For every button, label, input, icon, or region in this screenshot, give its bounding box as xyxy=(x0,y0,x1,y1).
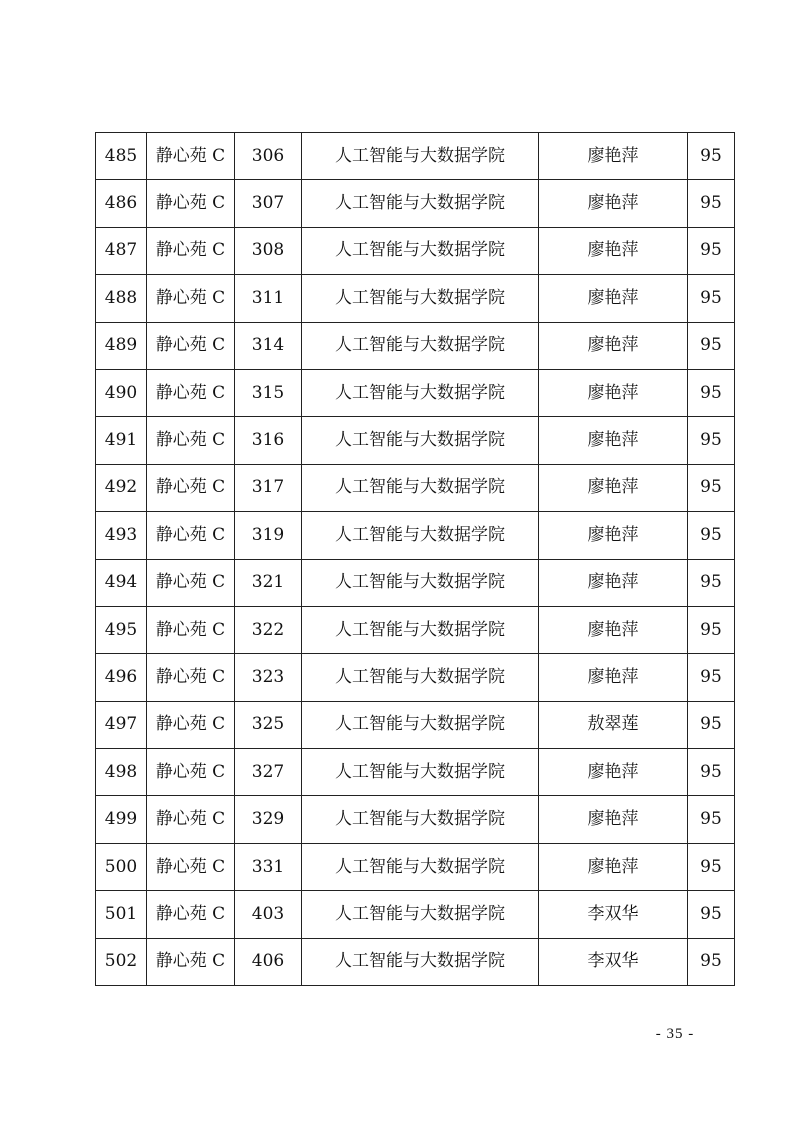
table-row xyxy=(96,464,735,511)
room-cell: 403 xyxy=(235,891,302,938)
score-cell: 95 xyxy=(688,227,735,274)
row-number-cell: 499 xyxy=(96,796,147,843)
building-cell: 静心苑 C xyxy=(147,464,235,511)
building-cell: 静心苑 C xyxy=(147,512,235,559)
person-cell: 廖艳萍 xyxy=(539,512,688,559)
college-cell: 人工智能与大数据学院 xyxy=(302,133,539,180)
row-number-cell: 501 xyxy=(96,891,147,938)
room-cell: 319 xyxy=(235,512,302,559)
building-cell: 静心苑 C xyxy=(147,180,235,227)
row-number-cell: 498 xyxy=(96,749,147,796)
row-number-cell: 492 xyxy=(96,464,147,511)
college-cell: 人工智能与大数据学院 xyxy=(302,417,539,464)
person-cell: 廖艳萍 xyxy=(539,275,688,322)
room-cell: 327 xyxy=(235,749,302,796)
score-cell: 95 xyxy=(688,180,735,227)
table-row xyxy=(96,606,735,653)
room-cell: 317 xyxy=(235,464,302,511)
building-cell: 静心苑 C xyxy=(147,227,235,274)
room-cell: 331 xyxy=(235,843,302,890)
table-row xyxy=(96,796,735,843)
person-cell: 廖艳萍 xyxy=(539,843,688,890)
score-cell: 95 xyxy=(688,275,735,322)
person-cell: 廖艳萍 xyxy=(539,180,688,227)
building-cell: 静心苑 C xyxy=(147,322,235,369)
score-cell: 95 xyxy=(688,464,735,511)
building-cell: 静心苑 C xyxy=(147,796,235,843)
person-cell: 廖艳萍 xyxy=(539,559,688,606)
building-cell: 静心苑 C xyxy=(147,654,235,701)
page-number: - 35 - xyxy=(655,1026,695,1042)
building-cell: 静心苑 C xyxy=(147,701,235,748)
college-cell: 人工智能与大数据学院 xyxy=(302,322,539,369)
person-cell: 李双华 xyxy=(539,938,688,985)
row-number-cell: 489 xyxy=(96,322,147,369)
room-cell: 307 xyxy=(235,180,302,227)
building-cell: 静心苑 C xyxy=(147,606,235,653)
score-cell: 95 xyxy=(688,559,735,606)
building-cell: 静心苑 C xyxy=(147,369,235,416)
row-number-cell: 500 xyxy=(96,843,147,890)
room-cell: 323 xyxy=(235,654,302,701)
score-cell: 95 xyxy=(688,938,735,985)
building-cell: 静心苑 C xyxy=(147,891,235,938)
building-cell: 静心苑 C xyxy=(147,275,235,322)
college-cell: 人工智能与大数据学院 xyxy=(302,275,539,322)
college-cell: 人工智能与大数据学院 xyxy=(302,654,539,701)
table-row xyxy=(96,512,735,559)
score-cell: 95 xyxy=(688,843,735,890)
score-cell: 95 xyxy=(688,369,735,416)
score-cell: 95 xyxy=(688,133,735,180)
table-row xyxy=(96,654,735,701)
room-cell: 314 xyxy=(235,322,302,369)
college-cell: 人工智能与大数据学院 xyxy=(302,227,539,274)
college-cell: 人工智能与大数据学院 xyxy=(302,464,539,511)
table-row xyxy=(96,417,735,464)
person-cell: 廖艳萍 xyxy=(539,322,688,369)
dormitory-score-table xyxy=(95,132,735,986)
table-row xyxy=(96,559,735,606)
person-cell: 廖艳萍 xyxy=(539,227,688,274)
person-cell: 廖艳萍 xyxy=(539,796,688,843)
row-number-cell: 486 xyxy=(96,180,147,227)
college-cell: 人工智能与大数据学院 xyxy=(302,606,539,653)
college-cell: 人工智能与大数据学院 xyxy=(302,843,539,890)
room-cell: 316 xyxy=(235,417,302,464)
person-cell: 李双华 xyxy=(539,891,688,938)
table-row xyxy=(96,843,735,890)
building-cell: 静心苑 C xyxy=(147,559,235,606)
building-cell: 静心苑 C xyxy=(147,133,235,180)
table-row xyxy=(96,749,735,796)
row-number-cell: 496 xyxy=(96,654,147,701)
row-number-cell: 491 xyxy=(96,417,147,464)
row-number-cell: 502 xyxy=(96,938,147,985)
row-number-cell: 497 xyxy=(96,701,147,748)
room-cell: 329 xyxy=(235,796,302,843)
college-cell: 人工智能与大数据学院 xyxy=(302,369,539,416)
college-cell: 人工智能与大数据学院 xyxy=(302,559,539,606)
person-cell: 廖艳萍 xyxy=(539,654,688,701)
room-cell: 322 xyxy=(235,606,302,653)
score-cell: 95 xyxy=(688,322,735,369)
score-cell: 95 xyxy=(688,796,735,843)
row-number-cell: 495 xyxy=(96,606,147,653)
building-cell: 静心苑 C xyxy=(147,749,235,796)
building-cell: 静心苑 C xyxy=(147,417,235,464)
table-row xyxy=(96,322,735,369)
row-number-cell: 485 xyxy=(96,133,147,180)
room-cell: 306 xyxy=(235,133,302,180)
person-cell: 廖艳萍 xyxy=(539,133,688,180)
college-cell: 人工智能与大数据学院 xyxy=(302,512,539,559)
row-number-cell: 494 xyxy=(96,559,147,606)
score-cell: 95 xyxy=(688,701,735,748)
row-number-cell: 490 xyxy=(96,369,147,416)
person-cell: 廖艳萍 xyxy=(539,606,688,653)
room-cell: 321 xyxy=(235,559,302,606)
table-row xyxy=(96,938,735,985)
college-cell: 人工智能与大数据学院 xyxy=(302,938,539,985)
row-number-cell: 493 xyxy=(96,512,147,559)
building-cell: 静心苑 C xyxy=(147,938,235,985)
table-body xyxy=(96,133,735,986)
row-number-cell: 487 xyxy=(96,227,147,274)
table-row xyxy=(96,180,735,227)
table-row xyxy=(96,369,735,416)
college-cell: 人工智能与大数据学院 xyxy=(302,891,539,938)
college-cell: 人工智能与大数据学院 xyxy=(302,749,539,796)
person-cell: 廖艳萍 xyxy=(539,749,688,796)
person-cell: 廖艳萍 xyxy=(539,417,688,464)
table-row xyxy=(96,701,735,748)
table-row xyxy=(96,227,735,274)
score-cell: 95 xyxy=(688,891,735,938)
person-cell: 廖艳萍 xyxy=(539,369,688,416)
room-cell: 315 xyxy=(235,369,302,416)
score-cell: 95 xyxy=(688,749,735,796)
table-row xyxy=(96,891,735,938)
college-cell: 人工智能与大数据学院 xyxy=(302,701,539,748)
room-cell: 308 xyxy=(235,227,302,274)
table-row xyxy=(96,275,735,322)
score-cell: 95 xyxy=(688,606,735,653)
score-cell: 95 xyxy=(688,417,735,464)
room-cell: 325 xyxy=(235,701,302,748)
college-cell: 人工智能与大数据学院 xyxy=(302,180,539,227)
row-number-cell: 488 xyxy=(96,275,147,322)
person-cell: 廖艳萍 xyxy=(539,464,688,511)
college-cell: 人工智能与大数据学院 xyxy=(302,796,539,843)
score-cell: 95 xyxy=(688,654,735,701)
building-cell: 静心苑 C xyxy=(147,843,235,890)
room-cell: 406 xyxy=(235,938,302,985)
score-cell: 95 xyxy=(688,512,735,559)
table-row xyxy=(96,133,735,180)
room-cell: 311 xyxy=(235,275,302,322)
person-cell: 敖翠莲 xyxy=(539,701,688,748)
